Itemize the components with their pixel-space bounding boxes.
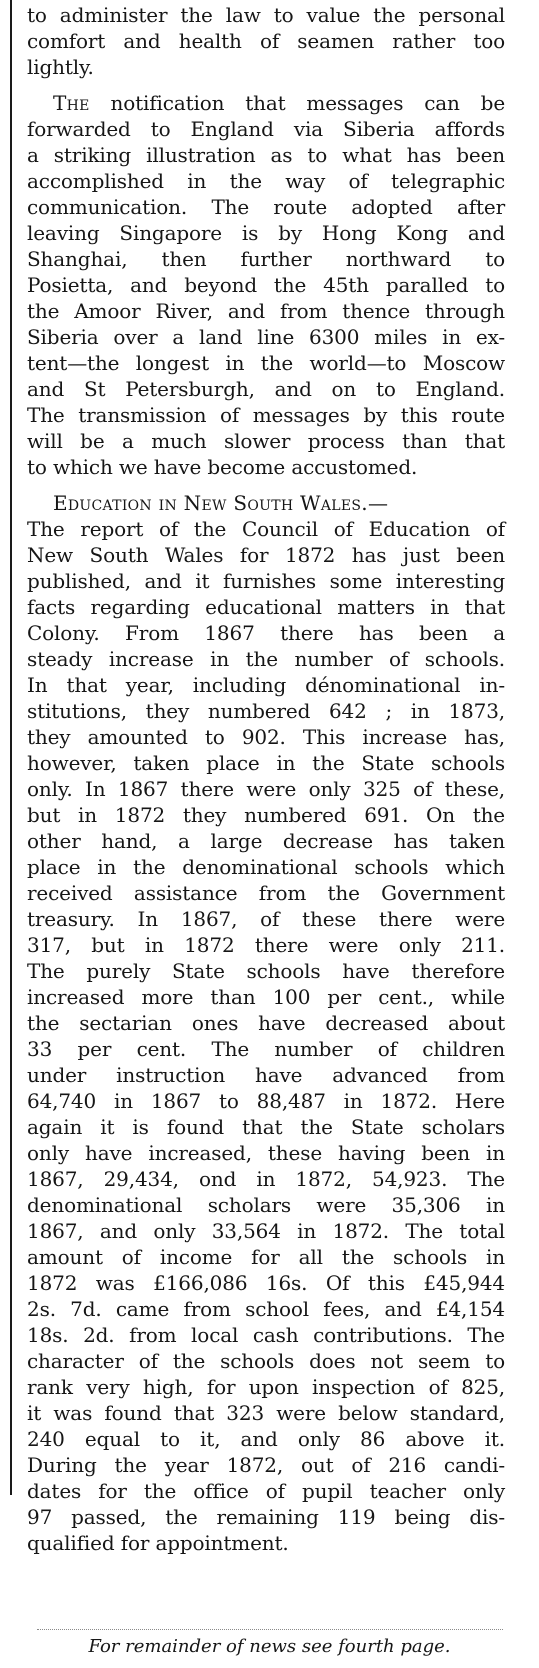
text-line: 64,740 in 1867 to 88,487 in 1872. Here: [27, 1089, 505, 1113]
text-line: dates for the office of pupil teacher only: [27, 1479, 505, 1503]
text-line: The report of the Council of Education of: [27, 517, 505, 541]
text-line: communication. The route adopted after: [27, 195, 505, 219]
text-line: accomplished in the way of telegraphic: [27, 169, 505, 193]
text-line: 33 per cent. The number of children: [27, 1037, 505, 1061]
paragraph-education-nsw: [27, 490, 505, 1556]
text-line: 1867, 29,434, ond in 1872, 54,923. The: [27, 1167, 505, 1191]
paragraph-telegraph-siberia: [27, 90, 505, 480]
text-line: 1867, and only 33,564 in 1872. The total: [27, 1219, 505, 1243]
text-line: the Amoor River, and from thence through: [27, 299, 505, 323]
text-line: During the year 1872, out of 216 candi-: [27, 1453, 505, 1477]
text-line: and St Petersburgh, and on to England.: [27, 377, 505, 401]
text-line: New South Wales for 1872 has just been: [27, 543, 505, 567]
text-line: only. In 1867 there were only 325 of these,: [27, 777, 505, 801]
text-line: The purely State schools have therefore: [27, 959, 505, 983]
text-line: In that year, including dénominational in-: [27, 673, 505, 697]
paragraph-gap: [27, 80, 505, 90]
article-column: [27, 2, 505, 1556]
text-line: published, and it furnishes some interesting: [27, 569, 505, 593]
text-line: 240 equal to it, and only 86 above it.: [27, 1427, 505, 1451]
text-line: steady increase in the number of schools.: [27, 647, 505, 671]
section-heading-text: Education in New South Wales.—: [53, 491, 389, 515]
paragraph-gap: [27, 480, 505, 490]
text-line: to administer the law to value the personal: [27, 3, 505, 27]
text-line: facts regarding educational matters in that: [27, 595, 505, 619]
text-line: rank very high, for upon inspection of 825,: [27, 1375, 505, 1399]
text-line: 1872 was £166,086 16s. Of this £45,944: [27, 1271, 505, 1295]
text-line: tent—the longest in the world—to Moscow: [27, 351, 505, 375]
text-line: Siberia over a land line 6300 miles in ex-: [27, 325, 505, 349]
text-line: Shanghai, then further northward to: [27, 247, 505, 271]
text-line: denominational scholars were 35,306 in: [27, 1193, 505, 1217]
text-line: other hand, a large decrease has taken: [27, 829, 505, 853]
text-line: Colony. From 1867 there has been a: [27, 621, 505, 645]
text-line: treasury. In 1867, of these there were: [27, 907, 505, 931]
text-line: forwarded to England via Siberia affords: [27, 117, 505, 141]
text-line: the sectarian ones have decreased about: [27, 1011, 505, 1035]
text-line: but in 1872 they numbered 691. On the: [27, 803, 505, 827]
text-line: received assistance from the Government: [27, 881, 505, 905]
paragraph-lead-word: The: [53, 91, 90, 115]
text-line: it was found that 323 were below standard,: [27, 1401, 505, 1425]
paragraph-continuation: [27, 2, 505, 80]
continuation-note: For remainder of news see fourth page.: [88, 1636, 451, 1657]
text-line: amount of income for all the schools in: [27, 1245, 505, 1269]
text-line: comfort and health of seamen rather too: [27, 29, 505, 53]
text-line: leaving Singapore is by Hong Kong and: [27, 221, 505, 245]
text-line: qualified for appointment.: [27, 1531, 289, 1555]
text-line: increased more than 100 per cent., while: [27, 985, 505, 1009]
text-line: to which we have become accustomed.: [27, 455, 418, 479]
text-line: again it is found that the State scholars: [27, 1115, 505, 1139]
text-line: they amounted to 902. This increase has,: [27, 725, 505, 749]
text-line: character of the schools does not seem to: [27, 1349, 505, 1373]
text-line: only have increased, these having been in: [27, 1141, 505, 1165]
text-line: The transmission of messages by this route: [27, 403, 505, 427]
text-line: place in the denominational schools which: [27, 855, 505, 879]
column-divider-rule: [10, 0, 12, 1495]
text-line: a striking illustration as to what has been: [27, 143, 505, 167]
text-line: 97 passed, the remaining 119 being dis-: [27, 1505, 505, 1529]
text-line: will be a much slower process than that: [27, 429, 505, 453]
text-line: 18s. 2d. from local cash contributions. The: [27, 1323, 505, 1347]
text-line: 2s. 7d. came from school fees, and £4,154: [27, 1297, 505, 1321]
text-line-rest: notification that messages can be: [89, 91, 505, 115]
text-line: stitutions, they numbered 642 ; in 1873,: [27, 699, 505, 723]
text-line: [27, 90, 505, 116]
text-line: under instruction have advanced from: [27, 1063, 505, 1087]
section-heading: [27, 490, 505, 516]
text-line: lightly.: [27, 55, 94, 79]
text-line: Posietta, and beyond the 45th paralled to: [27, 273, 505, 297]
text-line: however, taken place in the State schools: [27, 751, 505, 775]
text-line: 317, but in 1872 there were only 211.: [27, 933, 505, 957]
footer-divider: [37, 1629, 503, 1630]
